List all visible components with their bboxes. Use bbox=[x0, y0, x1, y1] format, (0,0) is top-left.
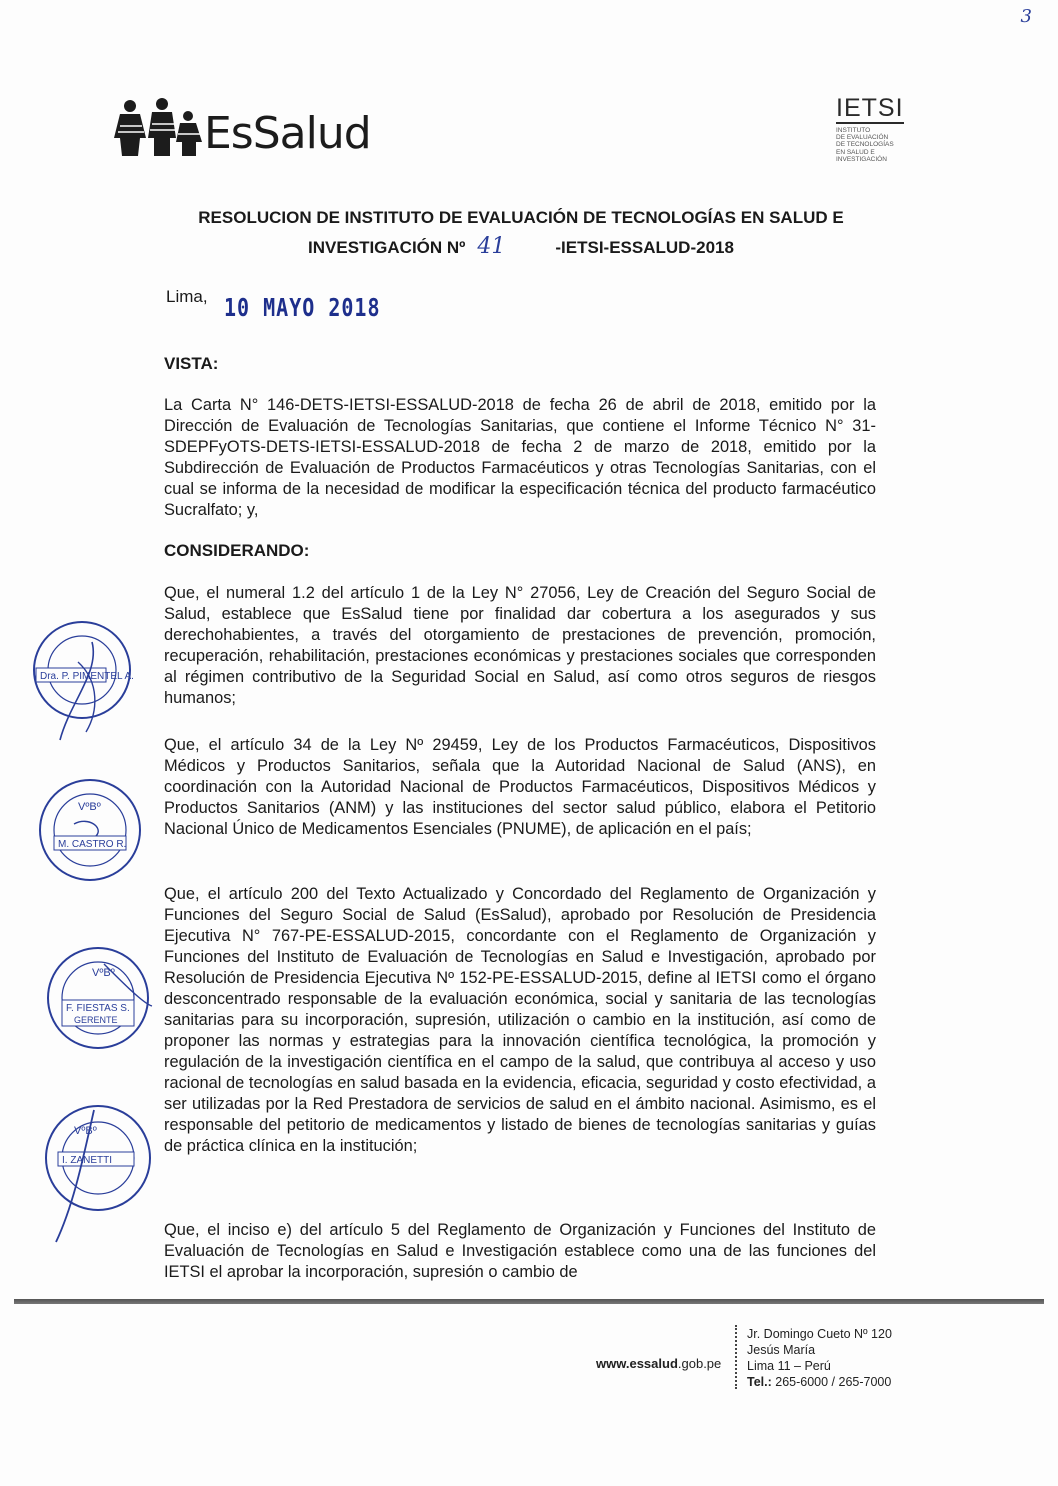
stamp-vb: VºBº bbox=[92, 967, 115, 979]
footer-tel-label: Tel.: bbox=[747, 1375, 772, 1389]
footer-url-rest: .gob.pe bbox=[677, 1356, 722, 1371]
family-icon bbox=[112, 98, 204, 156]
footer-website bbox=[596, 1356, 721, 1371]
stamp-vb: VºBº bbox=[74, 1125, 97, 1137]
title-suffix: -IETSI-ESSALUD-2018 bbox=[555, 238, 734, 257]
essalud-logo bbox=[112, 96, 371, 159]
title-prefix: INVESTIGACIÓN Nº bbox=[308, 238, 466, 257]
resolution-title bbox=[164, 203, 878, 262]
essalud-logo-text: EsSalud bbox=[204, 108, 371, 159]
stamp-role: GERENTE bbox=[74, 1015, 118, 1025]
footer-separator bbox=[735, 1325, 737, 1389]
title-line-2 bbox=[164, 232, 878, 262]
stamp-name: Dra. P. PIMENTEL A. bbox=[40, 671, 134, 682]
ietsi-sub-line: DE TECNOLOGÍAS bbox=[836, 141, 894, 149]
page-number: 3 bbox=[1020, 6, 1032, 27]
considerando-heading: CONSIDERANDO: bbox=[164, 541, 310, 560]
considerando-paragraph: Que, el numeral 1.2 del artículo 1 de la Ley N° 27056, Ley de Creación del Seguro Social de Salud, establece que EsSalud tiene por finalidad dar cobertura a los asegurados y sus derechohabientes, a través del otorgamiento de prestaciones de prevención, promoción, recuperación, rehabilitación, prestaciones económicas y prestaciones sociales que corresponden al régimen contributivo de la Seguridad Social en Salud, así como otros seguros de riesgos humanos; bbox=[164, 584, 876, 707]
footer-url-bold: www.essalud bbox=[596, 1356, 678, 1371]
ietsi-sub-line: DE EVALUACIÓN bbox=[836, 134, 889, 142]
footer-address bbox=[747, 1326, 892, 1390]
ietsi-logo bbox=[836, 96, 916, 163]
stamp-name: F. FIESTAS S. bbox=[66, 1003, 130, 1014]
approval-stamp bbox=[30, 612, 140, 742]
ietsi-logo-title: IETSI bbox=[836, 94, 904, 122]
vista-text: La Carta N° 146-DETS-IETSI-ESSALUD-2018 de fecha 26 de abril de 2018, emitido por la Dirección de Evaluación de Tecnologías Sanitarias, que contiene el Informe Técnico N° 31-SDEPFyOTS-DETS-IETSI-ESSALUD-2018 de fecha 2 de marzo de 2018, emitido por la Subdirección de Evaluación de Productos Farmacéuticos y otras Tecnologías Sanitarias, con el cual se informa de la necesidad de modificar la especificación técnica del producto farmacéutico Sucralfato; y, bbox=[164, 396, 876, 519]
stamp-vb: VºBº bbox=[78, 801, 101, 813]
ietsi-logo-subtitle bbox=[836, 127, 916, 163]
ietsi-sub-line: EN SALUD E bbox=[836, 148, 875, 156]
ietsi-sub-line: INSTITUTO bbox=[836, 127, 871, 134]
date-stamp: 10 MAYO 2018 bbox=[224, 292, 381, 322]
approval-stamp bbox=[34, 1094, 160, 1244]
footer-address-line: Jesús María bbox=[747, 1343, 816, 1357]
footer-phone bbox=[747, 1374, 892, 1390]
ietsi-sub-line: INVESTIGACIÓN bbox=[836, 155, 887, 163]
considerando-paragraph: Que, el artículo 200 del Texto Actualizado y Concordado del Reglamento de Organización y Funciones del Seguro Social de Salud (EsSalud), aprobado por Resolución de Presidencia Ejecutiva N° 767-PE-ESSALUD-2015, concordante con el Reglamento de Organización y Funciones del Instituto de Evaluación de Tecnologías en Salud e Investigación, aprobado por Resolución de Presidencia Ejecutiva Nº 152-PE-ESSALUD-2015, define al IETSI como el órgano desconcentrado responsable de la evaluación económica, social y sanitaria de las tecnologías sanitarias para su incorporación, supresión, utilización o cambio en la institución, así como de proponer las normas y estrategias para la innovación científica tecnológica, la promoción y regulación de la investigación científica en el campo de la salud, que contribuya al acceso y uso racional de tecnologías en salud basada en la evidencia, eficacia, seguridad y costo efectividad, a ser utilizadas por la Red Prestadora de servicios de salud en el ámbito nacional. Asimismo, es el responsable del petitorio de medicamentos y listado de bienes de tecnologías sanitarias y guías de práctica clínica en la institución; bbox=[164, 885, 876, 1155]
stamp-name: M. CASTRO R. bbox=[58, 839, 127, 850]
footer-address-line: Jr. Domingo Cueto Nº 120 bbox=[747, 1327, 892, 1341]
stamp-name: I. ZANETTI bbox=[62, 1155, 112, 1166]
footer-address-line: Lima 11 – Perú bbox=[747, 1359, 831, 1373]
approval-stamp bbox=[34, 944, 160, 1054]
approval-stamp bbox=[34, 776, 144, 886]
date-place: Lima, bbox=[166, 287, 208, 306]
handwritten-number: 41 bbox=[477, 234, 506, 259]
considerando-paragraph: Que, el inciso e) del artículo 5 del Reglamento de Organización y Funciones del Instituto de Evaluación de Tecnologías en Salud e Investigación establece como una de las funciones del IETSI el aprobar la incorporación, supresión o cambio de bbox=[164, 1221, 876, 1281]
footer-tel: 265-6000 / 265-7000 bbox=[771, 1375, 892, 1389]
vista-heading: VISTA: bbox=[164, 354, 219, 373]
considerando-paragraph: Que, el artículo 34 de la Ley Nº 29459, Ley de los Productos Farmacéuticos, Dispositivos Médicos y Productos Sanitarios, señala que la Autoridad Nacional de Salud (ANS), en coordinación con la Autoridad Nacional de Productos Farmacéuticos, Dispositivos Médicos y Productos Sanitarios (ANM) y las instituciones del sector salud público, elabora el Petitorio Nacional Único de Medicamentos Esenciales (PNUME), de aplicación en el país; bbox=[164, 736, 876, 838]
footer-divider bbox=[14, 1299, 1044, 1304]
title-line-1: RESOLUCION DE INSTITUTO DE EVALUACIÓN DE TECNOLOGÍAS EN SALUD E bbox=[198, 208, 844, 227]
